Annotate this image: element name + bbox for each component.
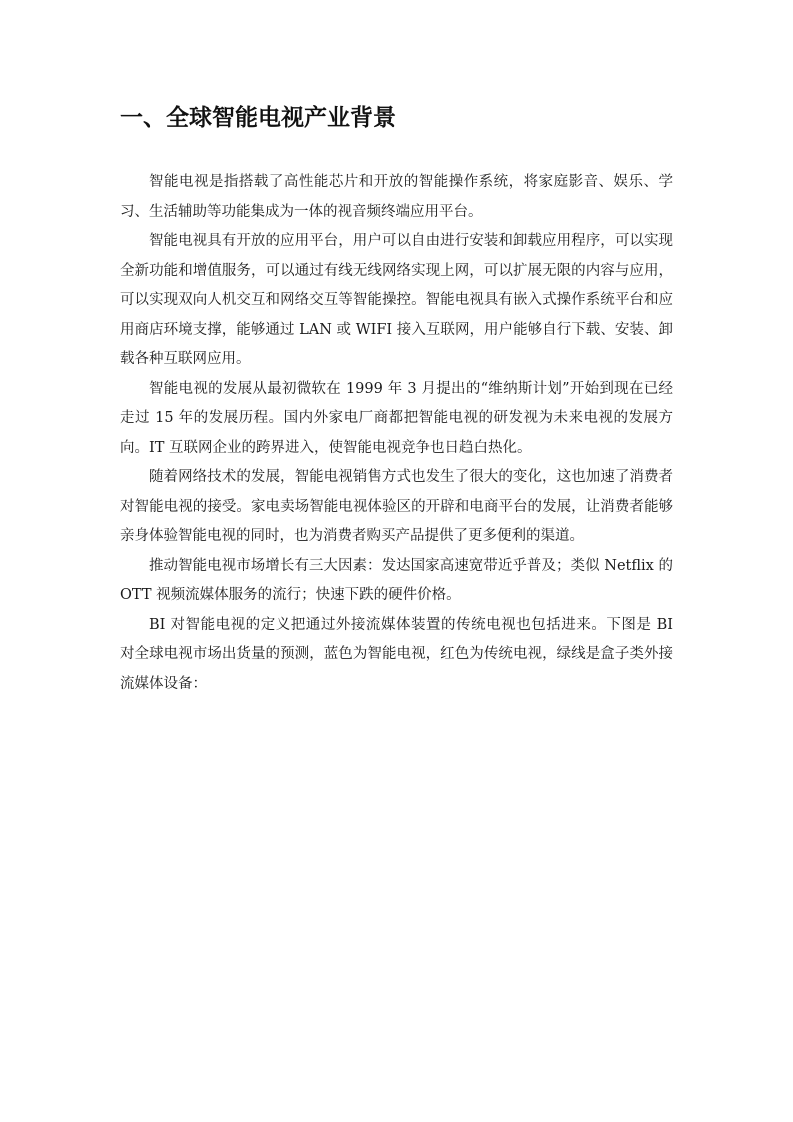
paragraph-open-platform: 智能电视具有开放的应用平台，用户可以自由进行安装和卸载应用程序，可以实现全新功能和增值服务，可以通过有线无线网络实现上网，可以扩展无限的内容与应用，可以实现双向人机交互和网络交互等智能操控。智能电视具有嵌入式操作系统平台和应用商店环境支撑，能够通过 LAN 或 WIFI 接入互联网，用户能够自行下载、安装、卸载各种互联网应用。 [120,233,673,367]
paragraph-history: 智能电视的发展从最初微软在 1999 年 3 月提出的“维纳斯计划”开始到现在已经走过 15 年的发展历程。国内外家电厂商都把智能电视的研发视为未来电视的发展方向。IT 互联网企业的跨界进入，使智能电视竞争也日趋白热化。 [120,380,673,456]
paragraph-definition: 智能电视是指搭载了高性能芯片和开放的智能操作系统，将家庭影音、娱乐、学习、生活辅助等功能集成为一体的视音频终端应用平台。 [120,174,673,220]
page-content [120,98,673,699]
section-heading: 一、全球智能电视产业背景 [120,105,396,131]
paragraph-bi-forecast: BI 对智能电视的定义把通过外接流媒体装置的传统电视也包括进来。下图是 BI 对全球电视市场出货量的预测，蓝色为智能电视，红色为传统电视，绿线是盒子类外接流媒体设备： [120,616,673,692]
paragraph-growth-factors: 推动智能电视市场增长有三大因素：发达国家高速宽带近乎普及；类似 Netflix 的 OTT 视频流媒体服务的流行；快速下跌的硬件价格。 [120,557,673,603]
paragraph-sales-channel: 随着网络技术的发展，智能电视销售方式也发生了很大的变化，这也加速了消费者对智能电视的接受。家电卖场智能电视体验区的开辟和电商平台的发展，让消费者能够亲身体验智能电视的同时，也为消费者购买产品提供了更多便利的渠道。 [120,469,673,544]
